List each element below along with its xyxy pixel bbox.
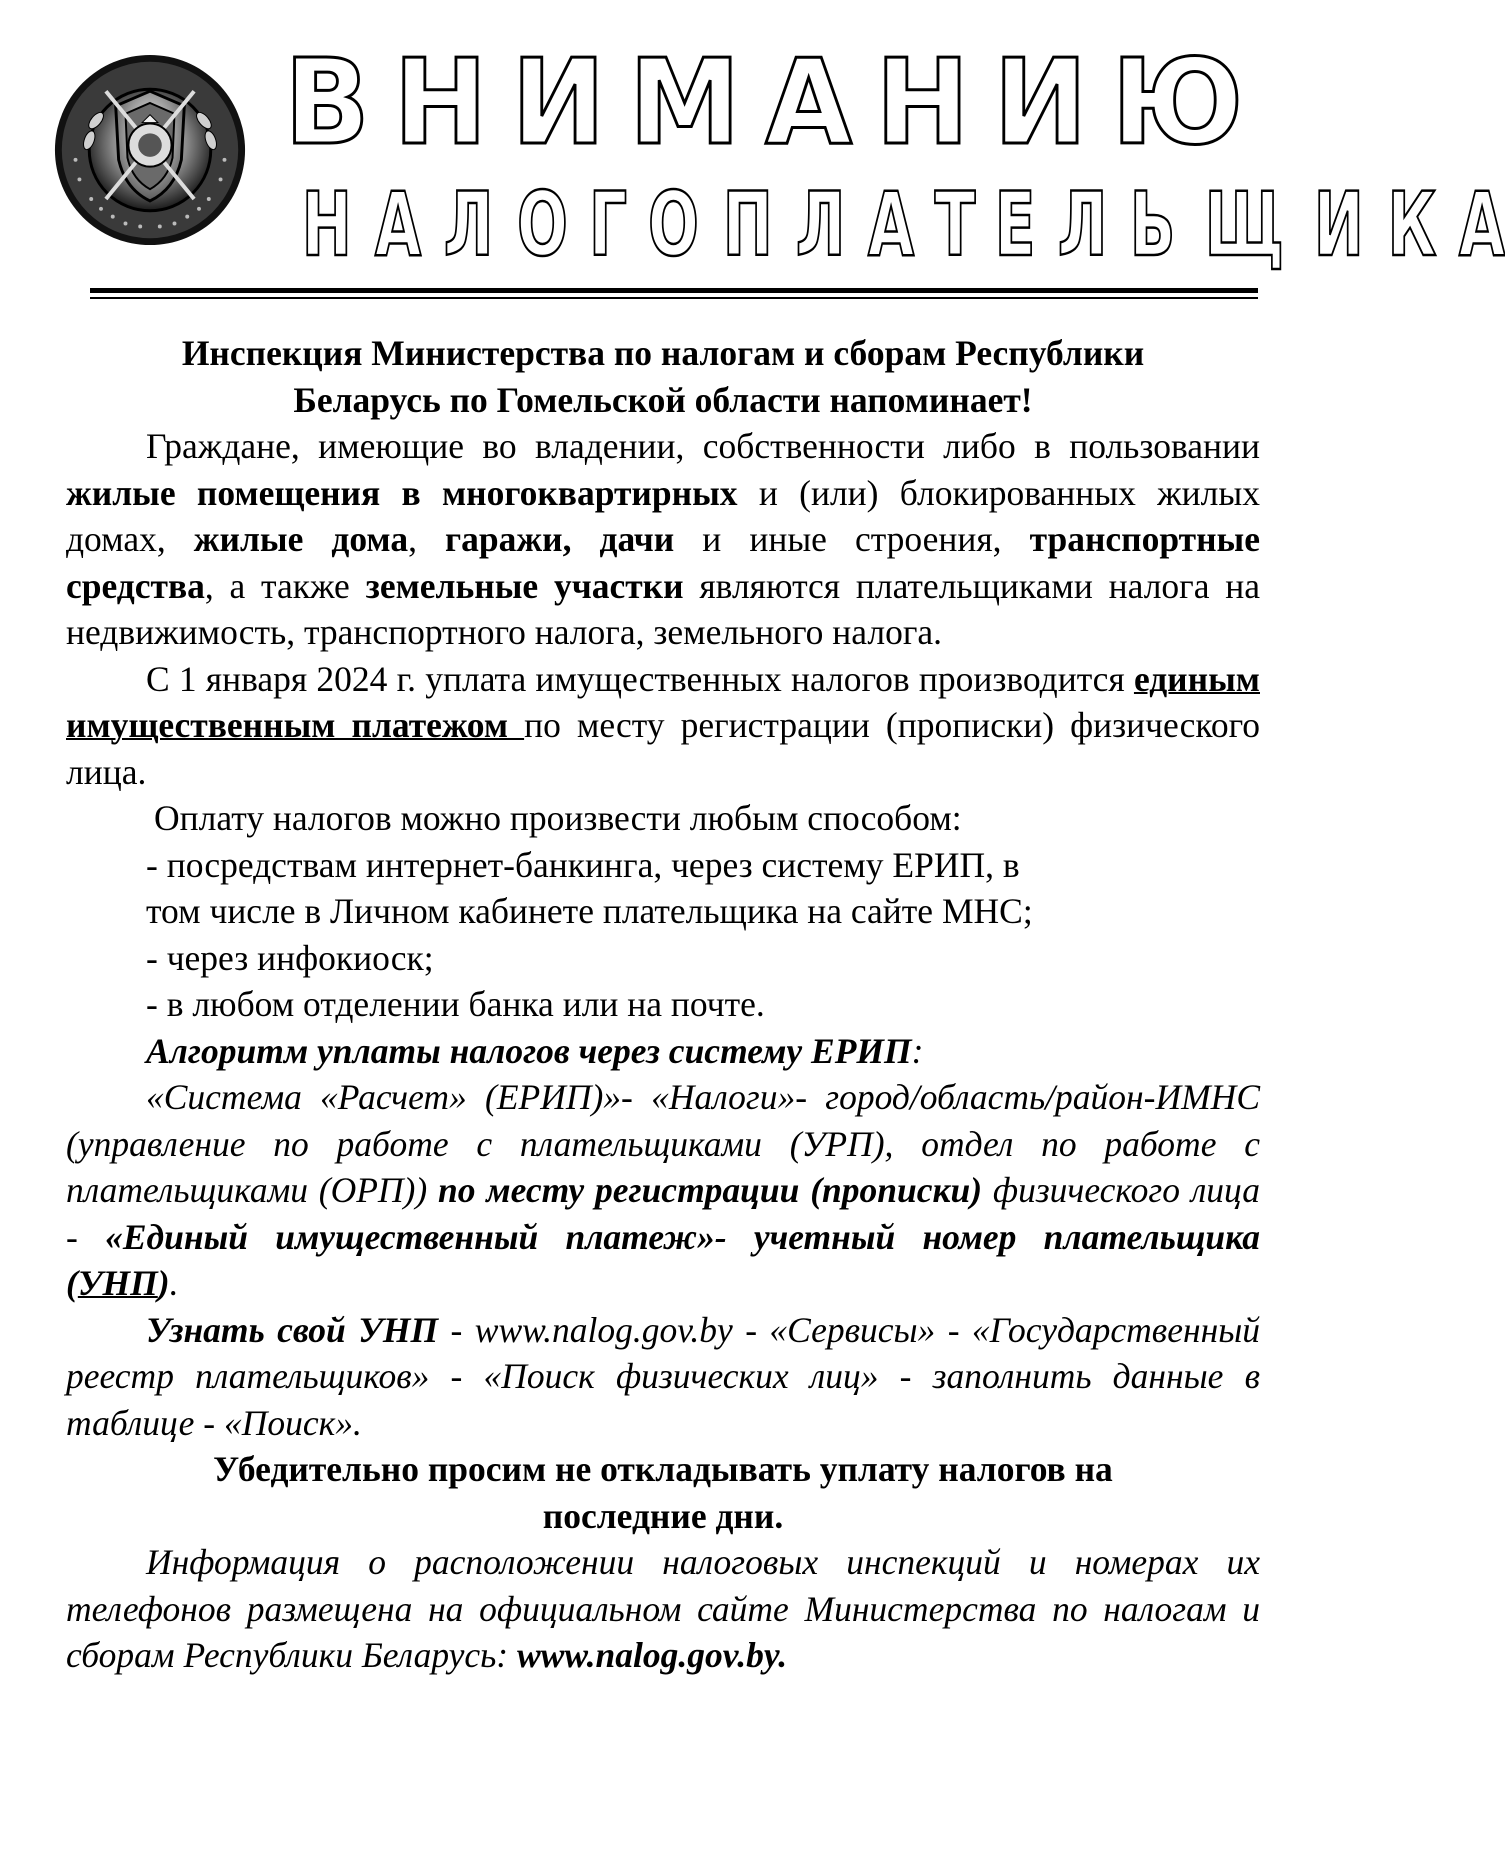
heading-line-1: Инспекция Министерства по налогам и сборам Республики xyxy=(181,333,1145,373)
subtitle-letter: А xyxy=(868,173,915,276)
subtitle-letter: Ь xyxy=(1129,173,1176,276)
unp-underlined: УНП xyxy=(77,1263,158,1303)
heading xyxy=(66,330,1260,423)
title-letter: И xyxy=(511,33,605,171)
request-line-1: Убедительно просим не откладывать уплату налогов на xyxy=(213,1449,1113,1489)
bold-text: жилые дома xyxy=(193,519,409,559)
title-letter: В xyxy=(284,33,370,171)
payment-intro: Оплату налогов можно произвести любым способом: xyxy=(154,798,962,838)
bold-text: по месту регистрации (прописки) xyxy=(438,1170,983,1210)
title-vnimaniyu xyxy=(282,33,1247,171)
text: : xyxy=(911,1030,924,1071)
title-letter: Н xyxy=(875,33,970,171)
text: и (или) блокированных жилых домах, xyxy=(66,472,1260,559)
subtitle-letter: А xyxy=(374,173,421,276)
text: «Система «Расчет» (ЕРИП)»- «Налоги»- город/область/район-ИМНС (управление по работе с плательщиками (УРП), отдел по работе с плательщиками (ОРП)) xyxy=(66,1077,1260,1210)
title-letter: А xyxy=(765,33,852,171)
text: по месту регистрации (прописки) физического лица. xyxy=(66,705,1261,792)
bold-text: Узнать свой УНП xyxy=(146,1309,439,1350)
subtitle-letter: О xyxy=(516,173,568,276)
subtitle-letter: П xyxy=(722,173,773,276)
subtitle-letter: Г xyxy=(588,173,627,276)
text: , xyxy=(408,519,446,559)
paragraph-single-payment xyxy=(66,656,1260,796)
subtitle-letter: Т xyxy=(935,173,976,276)
subtitle-letter: К xyxy=(1387,173,1437,276)
title-letter: М xyxy=(629,33,741,171)
title-letter: Н xyxy=(393,33,488,171)
website-link: www.nalog.gov.by. xyxy=(516,1635,788,1675)
subtitle-letter: Щ xyxy=(1204,173,1284,276)
heading-line-2: Беларусь по Гомельской области напоминает! xyxy=(293,379,1033,420)
bold-text: транспортные средства xyxy=(66,519,1261,606)
text: . xyxy=(169,1263,179,1303)
text: , а также xyxy=(204,565,366,606)
info-paragraph xyxy=(66,1539,1260,1679)
subtitle-letter: Л xyxy=(443,173,494,276)
subtitle-letter: Л xyxy=(1057,173,1107,276)
request xyxy=(66,1446,1260,1539)
bold-text: земельные участки xyxy=(365,565,684,606)
request-line-2: последние дни. xyxy=(542,1495,784,1536)
unp-lookup xyxy=(66,1307,1260,1447)
underlined-bold-text: единым имущественным платежом xyxy=(66,658,1260,745)
subtitle-letter: Н xyxy=(301,173,352,276)
subtitle-letter: Е xyxy=(995,173,1036,276)
bold-text: «Единый имущественный платеж»- учетный номер плательщика ( xyxy=(66,1216,1260,1303)
subtitle-letter: И xyxy=(1314,173,1365,276)
text: и иные строения, xyxy=(674,519,1030,559)
payment-item-erip-1: - посредствам интернет-банкинга, через систему ЕРИП, в xyxy=(146,844,1020,885)
algorithm-path xyxy=(66,1074,1260,1307)
header-rule-thick xyxy=(90,288,1258,293)
title-letter: И xyxy=(993,33,1088,171)
notice-body xyxy=(66,330,1260,1679)
text: С 1 января 2024 г. уплата имущественных налогов производится xyxy=(146,658,1134,699)
bold-text: Алгоритм уплаты налогов через систему ЕРИП xyxy=(146,1030,912,1071)
subtitle-letter: Л xyxy=(795,173,846,276)
payment-item-erip-2: том числе в Личном кабинете плательщика на сайте МНС; xyxy=(146,891,1033,931)
bold-text: ) xyxy=(157,1263,170,1303)
subtitle-letter: О xyxy=(647,173,699,276)
payment-item-infokiosk: - через инфокиоск; xyxy=(146,937,434,978)
text: являются плательщиками налога на недвижимость, транспортного налога, земельного налога. xyxy=(66,565,1261,652)
text: Граждане, имеющие во владении, собственности либо в пользовании xyxy=(146,426,1260,466)
bold-text: жилые помещения в многоквартирных xyxy=(66,472,738,513)
bold-text: гаражи, дачи xyxy=(445,519,675,559)
text: физического лица - xyxy=(66,1170,1260,1257)
subtitle-letter: А xyxy=(1458,173,1505,276)
algorithm-title xyxy=(66,1028,1260,1075)
title-letter: Ю xyxy=(1111,33,1244,171)
text: - www.nalog.gov.by - «Сервисы» - «Государственный реестр плательщиков» - «Поиск физических лиц» - заполнить данные в таблице - «Поиск». xyxy=(66,1309,1260,1443)
header-rule-thin xyxy=(90,297,1258,299)
paragraph-taxpayers xyxy=(66,423,1260,656)
tax-ministry-emblem-icon xyxy=(52,52,248,248)
payment-item-bank: - в любом отделении банка или на почте. xyxy=(146,984,765,1024)
title-nalogoplatelshchika xyxy=(290,173,1505,276)
text: Информация о расположении налоговых инспекций и номерах их телефонов размещена на официальном сайте Министерства по налогам и сборам Республики Беларусь: xyxy=(66,1542,1260,1675)
